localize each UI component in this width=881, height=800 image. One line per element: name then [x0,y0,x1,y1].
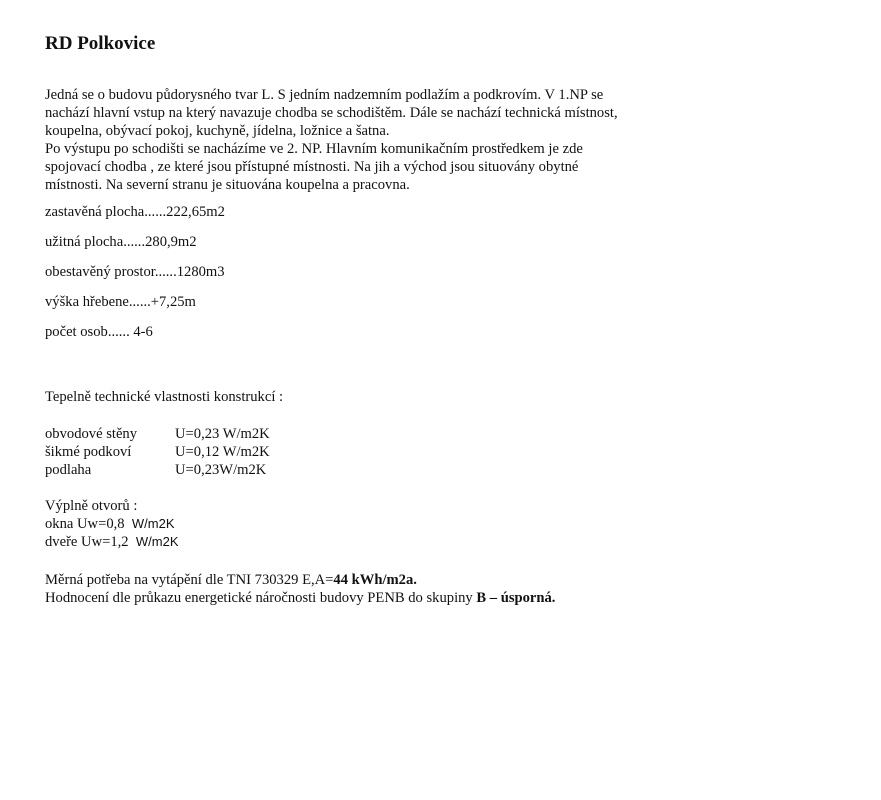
stat-built-area: zastavěná plocha......222,65m2 [45,204,225,220]
thermal-prop-row [45,443,855,461]
intro-paragraph [45,86,855,194]
thermal-prop-row [45,425,855,443]
energy-rating-line [45,589,855,607]
opening-label: dveře Uw=1,2 [45,534,129,550]
energy-demand-line [45,571,855,589]
thermal-prop-value: U=0,23W/m2K [175,462,267,478]
energy-rating-text: Hodnocení dle průkazu energetické náročnosti budovy PENB do skupiny [45,590,477,606]
opening-label: okna Uw=0,8 [45,516,125,532]
intro-line: koupelna, obývací pokoj, kuchyně, jídelna, ložnice a šatna. [45,123,390,139]
openings-section [45,497,855,551]
thermal-prop-label: šikmé podkoví [45,444,132,460]
stat-built-volume: obestavěný prostor......1280m3 [45,264,225,280]
intro-line: Po výstupu po schodišti se nacházíme ve 2. NP. Hlavním komunikačním prostředkem je zde [45,141,583,157]
document-page [45,32,855,607]
intro-line: Jedná se o budovu půdorysného tvar L. S jedním nadzemním podlažím a podkrovím. V 1.NP se [45,87,604,103]
thermal-prop-row [45,461,855,479]
energy-demand-value: 44 kWh/m2a. [333,572,417,588]
document-title: RD Polkovice [45,33,156,54]
intro-line: nachází hlavní vstup na který navazuje chodba se schodištěm. Dále se nachází technická místnost, [45,105,618,121]
thermal-prop-value: U=0,23 W/m2K [175,426,270,442]
thermal-prop-label: podlaha [45,462,92,478]
intro-line: spojovací chodba , ze které jsou přístupné místnosti. Na jih a východ jsou situovány obytné [45,159,579,175]
openings-title: Výplně otvorů : [45,498,138,514]
intro-line: místnosti. Na severní stranu je situována koupelna a pracovna. [45,177,410,193]
stat-usable-area: užitná plocha......280,9m2 [45,234,197,250]
thermal-prop-label: obvodové stěny [45,426,138,442]
opening-item [45,515,855,533]
thermal-section-title: Tepelně technické vlastnosti konstrukcí : [45,389,284,405]
stat-ridge-height: výška hřebene......+7,25m [45,294,196,310]
energy-section [45,571,855,607]
opening-item [45,533,855,551]
thermal-prop-value: U=0,12 W/m2K [175,444,270,460]
energy-rating-value: B – úsporná. [476,590,556,606]
energy-demand-text: Měrná potřeba na vytápění dle TNI 730329 E,A= [45,572,334,588]
thermal-properties [45,425,855,479]
opening-unit: W/m2K [135,534,179,549]
stat-occupants: počet osob...... 4-6 [45,324,153,340]
opening-unit: W/m2K [131,516,175,531]
building-stats [45,203,855,341]
